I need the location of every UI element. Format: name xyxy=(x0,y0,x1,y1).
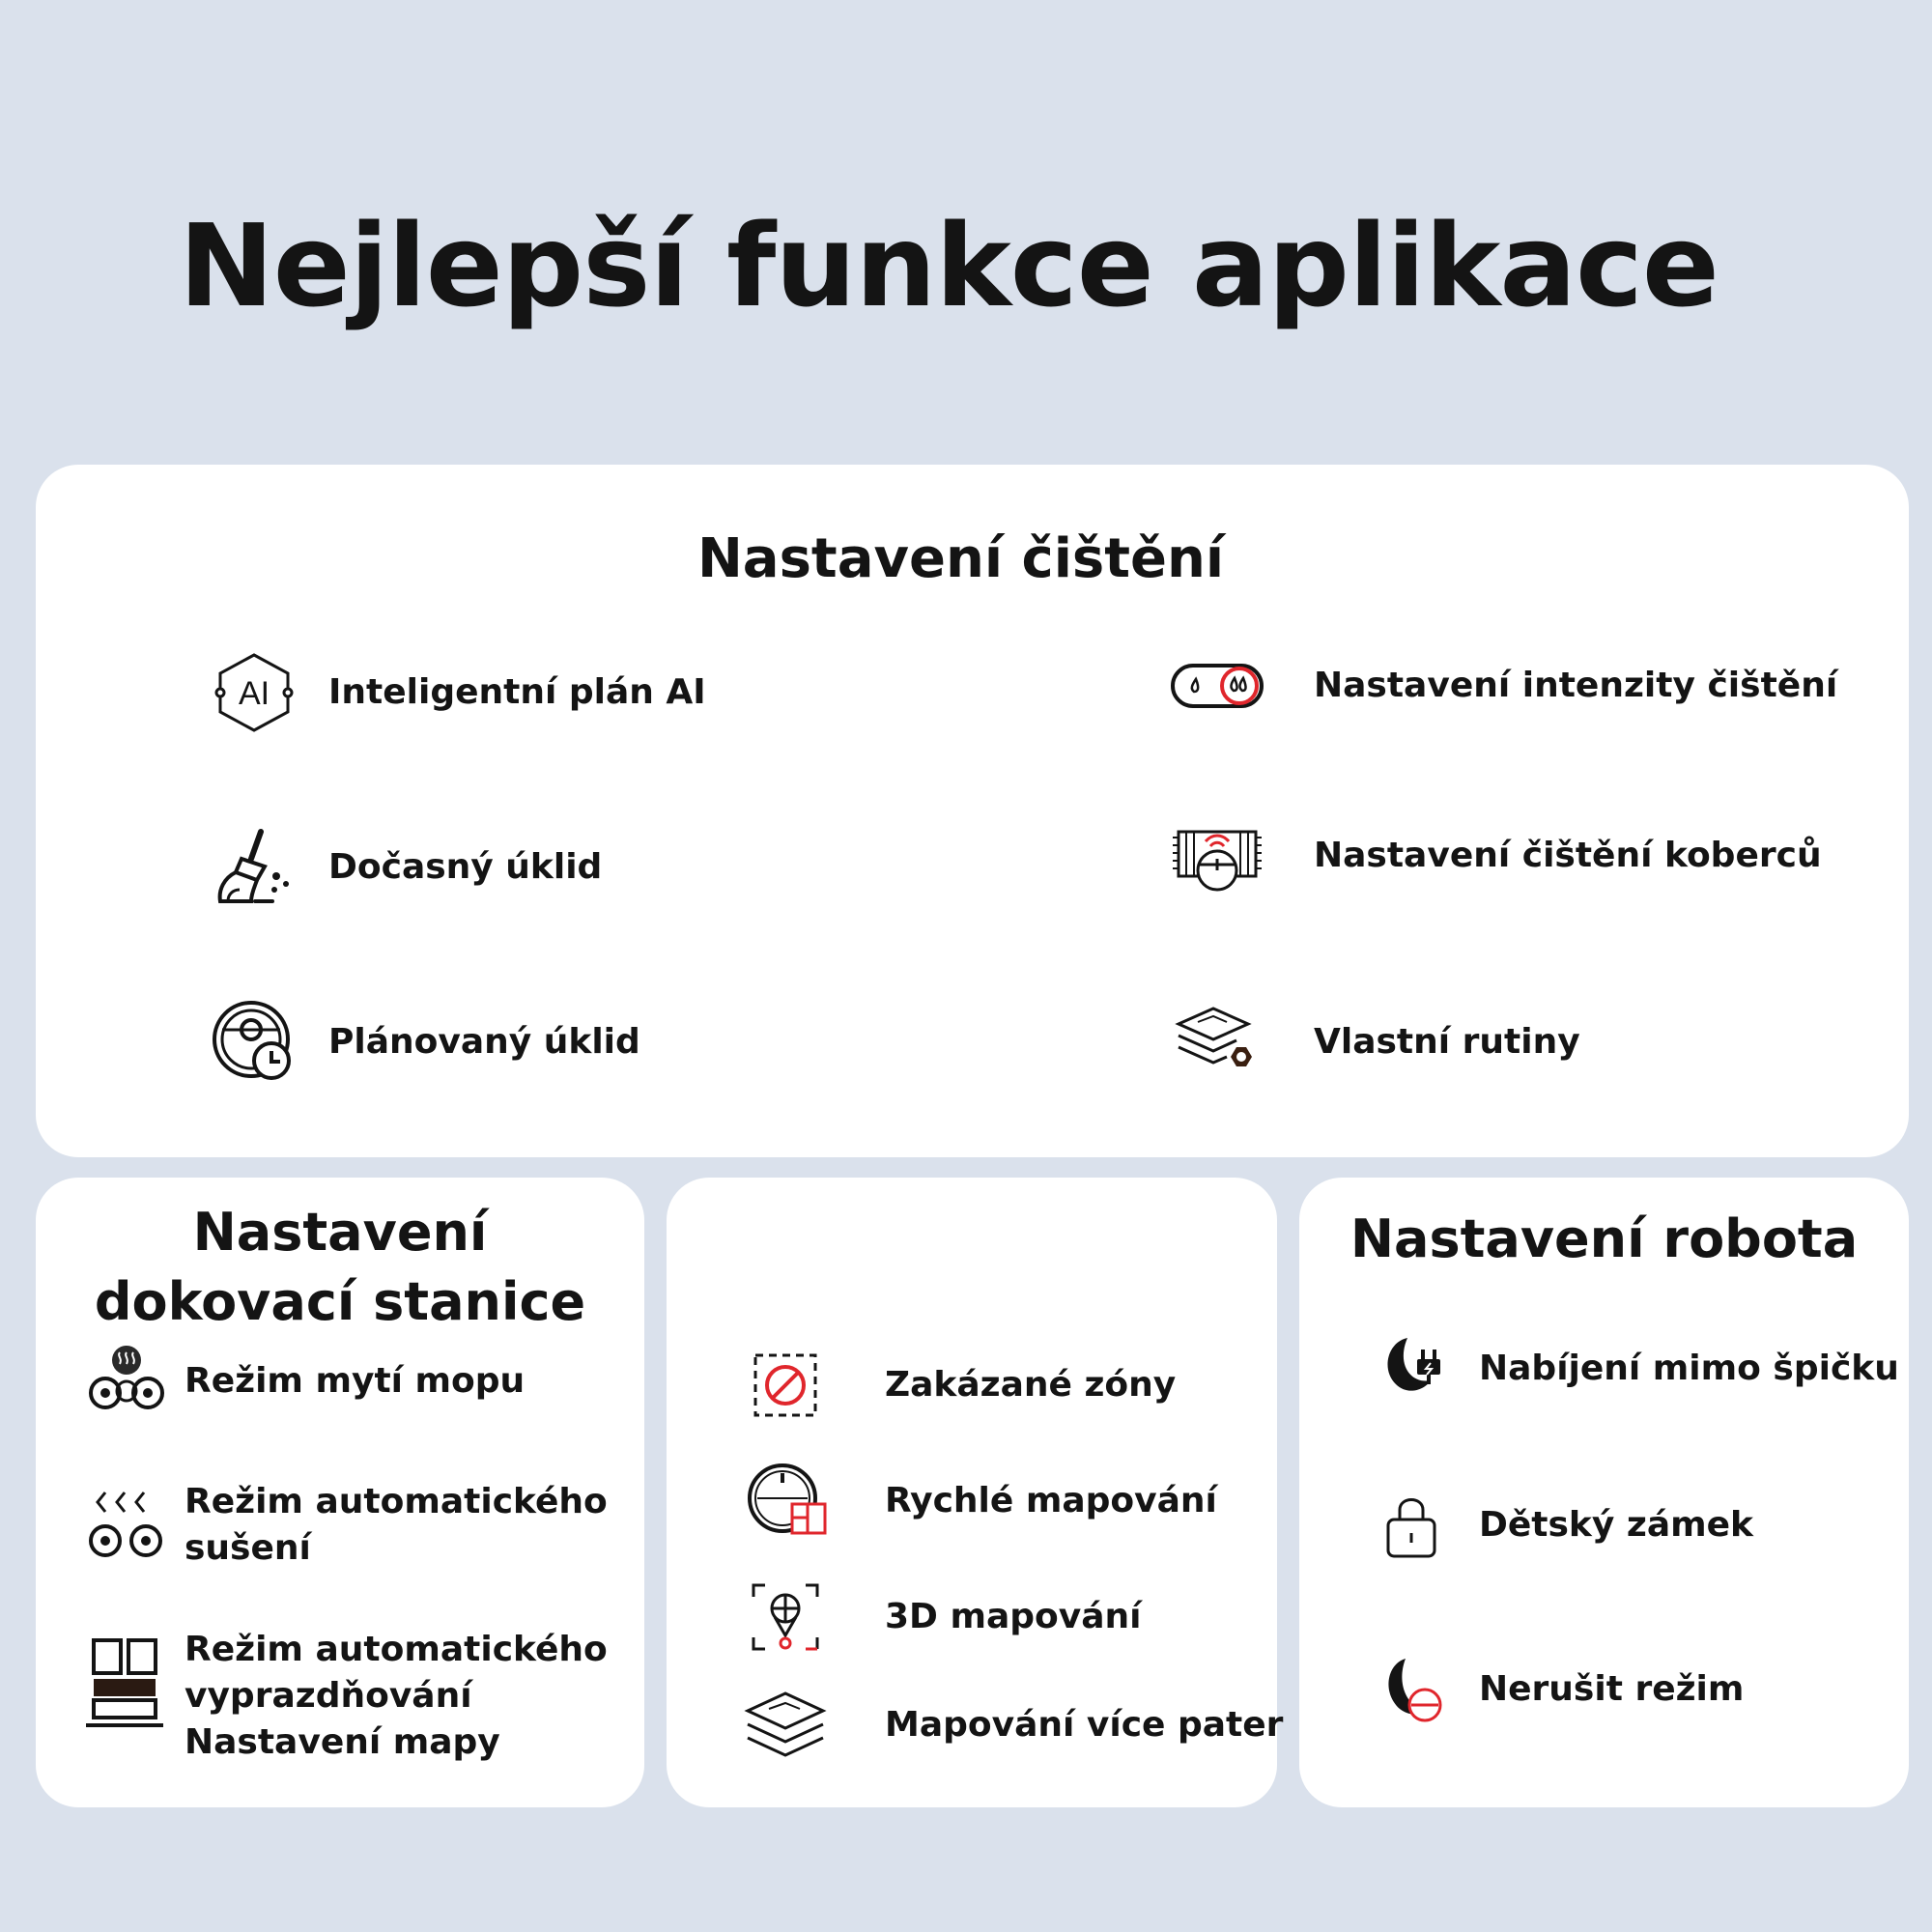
ai-icon xyxy=(213,651,296,734)
feature-label: Inteligentní plán AI xyxy=(328,672,706,712)
feature-label: Nabíjení mimo špičku xyxy=(1479,1349,1899,1388)
feature-off-peak-charging[interactable] xyxy=(1373,1330,1899,1407)
feature-label: Dětský zámek xyxy=(1479,1505,1753,1545)
dock-station-icon xyxy=(84,1636,165,1733)
feature-cleaning-intensity[interactable] xyxy=(1169,644,1837,727)
feature-multi-floor[interactable] xyxy=(744,1684,1283,1767)
layers-gear-icon xyxy=(1169,1001,1265,1084)
dock-settings-card xyxy=(36,1178,644,1807)
feature-label: Dočasný úklid xyxy=(328,847,603,887)
moon-plug-icon xyxy=(1373,1330,1450,1407)
feature-child-lock[interactable] xyxy=(1373,1487,1753,1564)
no-go-zone-icon xyxy=(744,1344,827,1427)
auto-dry-icon xyxy=(88,1487,165,1564)
dock-settings-title-line1: Nastavení xyxy=(192,1202,488,1263)
feature-label: Mapování více pater xyxy=(885,1705,1284,1745)
feature-ai-plan[interactable] xyxy=(213,651,706,734)
feature-label: Plánovaný úklid xyxy=(328,1022,640,1062)
carpet-robot-icon xyxy=(1169,814,1265,897)
feature-scheduled-clean[interactable] xyxy=(213,1001,640,1084)
feature-label: Režim automatického vyprazdňování Nastavení mapy xyxy=(185,1630,608,1762)
3d-map-icon xyxy=(744,1576,827,1659)
svg-text:AI: AI xyxy=(238,675,270,712)
robot-settings-card xyxy=(1299,1178,1909,1807)
feature-auto-dry[interactable] xyxy=(88,1479,608,1572)
feature-mop-wash[interactable] xyxy=(88,1343,525,1420)
feature-no-go-zones[interactable] xyxy=(744,1344,1176,1427)
feature-carpet-cleaning[interactable] xyxy=(1169,814,1822,897)
feature-do-not-disturb[interactable] xyxy=(1373,1651,1744,1728)
feature-label: Režim mytí mopu xyxy=(185,1361,526,1401)
feature-label: Režim automatického sušení xyxy=(185,1482,608,1568)
feature-label: Nastavení čištění koberců xyxy=(1314,836,1822,875)
mop-wash-icon xyxy=(88,1343,165,1420)
feature-quick-mapping[interactable] xyxy=(744,1460,1217,1543)
feature-label: Nastavení intenzity čištění xyxy=(1314,666,1838,705)
map-settings-card xyxy=(667,1178,1284,1807)
water-toggle-icon xyxy=(1169,644,1265,727)
feature-temporary-clean[interactable] xyxy=(213,826,602,909)
cleaning-settings-card xyxy=(36,465,1909,1157)
feature-label: Vlastní rutiny xyxy=(1314,1022,1580,1062)
feature-custom-routines[interactable] xyxy=(1169,1001,1580,1084)
quick-map-icon xyxy=(744,1460,827,1543)
do-not-disturb-icon xyxy=(1373,1651,1450,1728)
feature-label: Nerušit režim xyxy=(1479,1669,1745,1709)
broom-icon xyxy=(213,826,296,909)
feature-label: Rychlé mapování xyxy=(885,1481,1217,1520)
robot-clock-icon xyxy=(213,1001,296,1084)
robot-settings-title: Nastavení robota xyxy=(1350,1208,1859,1269)
feature-auto-empty[interactable] xyxy=(84,1627,608,1766)
feature-label: Zakázané zóny xyxy=(885,1365,1177,1405)
feature-3d-mapping[interactable] xyxy=(744,1576,1142,1659)
page-title: Nejlepší funkce aplikace xyxy=(179,199,1719,332)
feature-label: 3D mapování xyxy=(885,1597,1142,1636)
dock-settings-title-line2: dokovací stanice xyxy=(94,1271,586,1332)
cleaning-settings-title: Nastavení čištění xyxy=(696,527,1225,590)
multi-floor-icon xyxy=(744,1684,827,1767)
lock-icon xyxy=(1373,1487,1450,1564)
